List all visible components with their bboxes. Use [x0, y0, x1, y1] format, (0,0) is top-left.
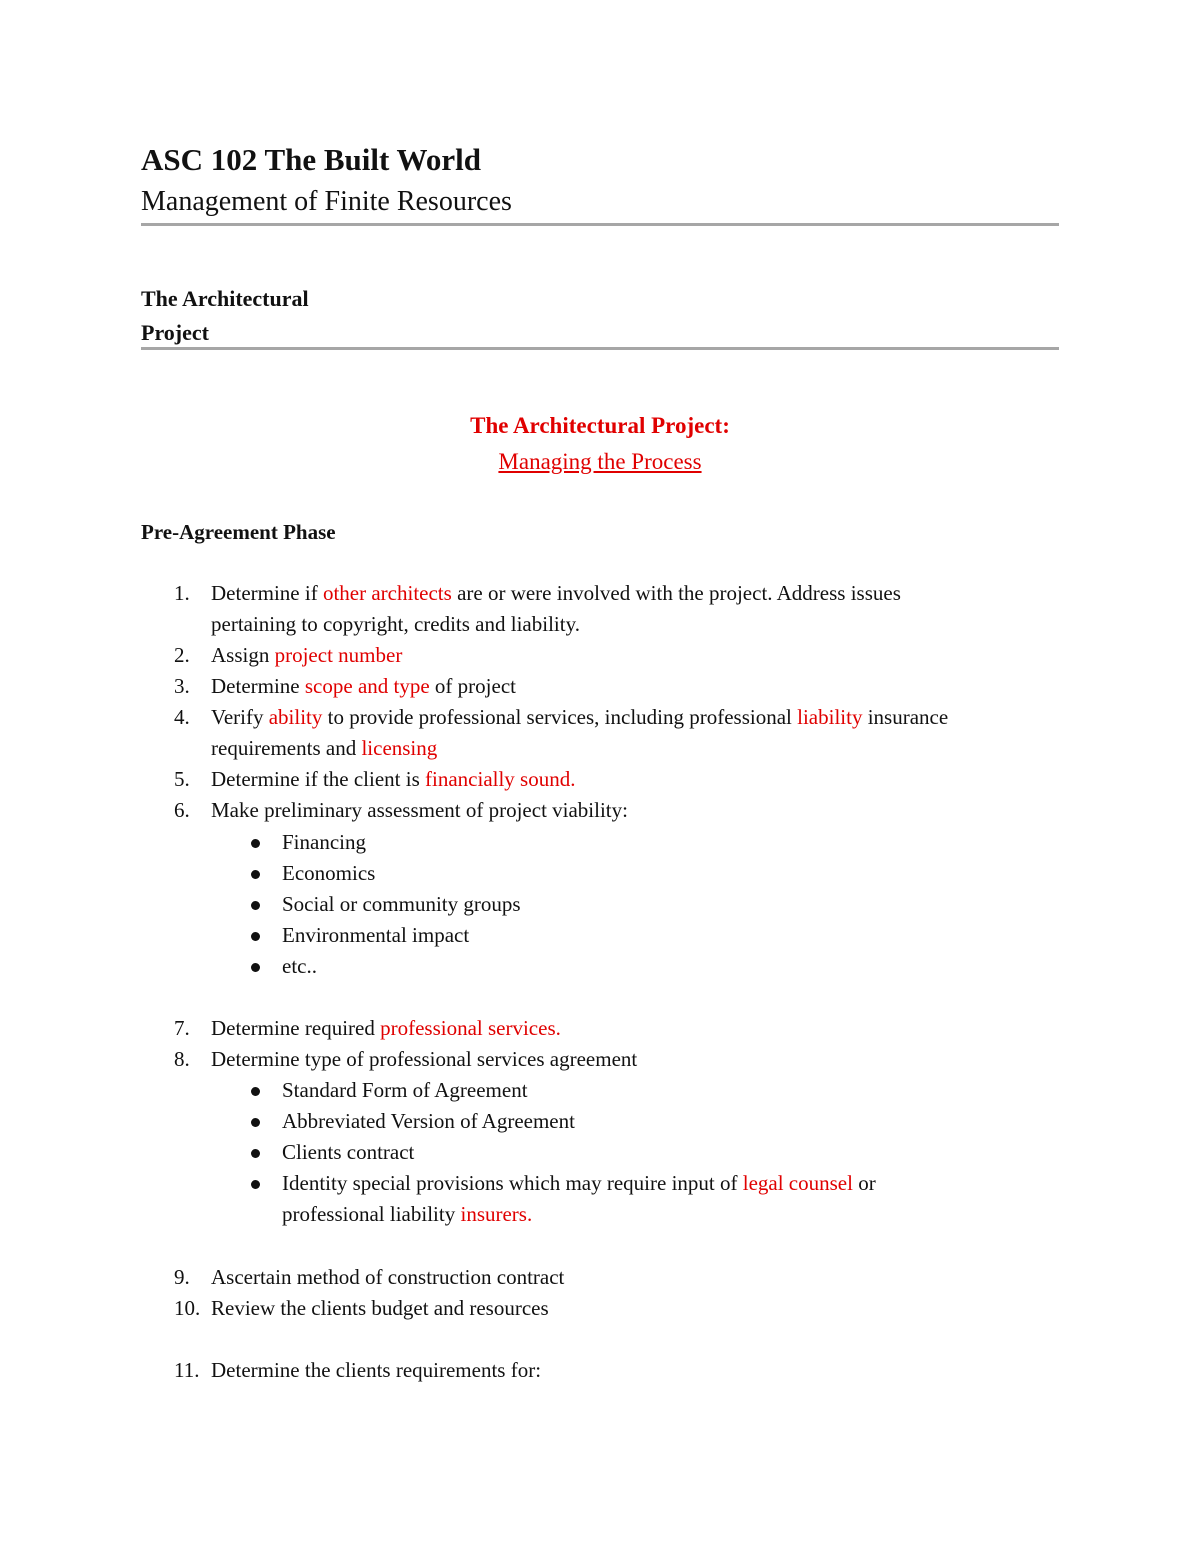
item-number: 6. [174, 798, 190, 822]
highlight: other architects [322, 581, 452, 605]
highlight: liability [797, 705, 863, 729]
highlight: licensing [361, 736, 438, 760]
bullet-text: Standard Form of Agreement [282, 1078, 528, 1102]
item-text: Verify ability to provide professional services, including professional liability insurance [211, 705, 949, 729]
item-text: requirements and licensing [211, 736, 438, 760]
document-heading: The Architectural Project: [470, 413, 730, 438]
item-text: Determine required professional services. [211, 1016, 561, 1040]
item-text: pertaining to copyright, credits and liability. [211, 612, 580, 636]
item-text: Determine if the client is financially sound. [211, 767, 576, 791]
item-number: 8. [174, 1047, 190, 1071]
bullet-text: Abbreviated Version of Agreement [282, 1109, 575, 1133]
bullet-icon [251, 839, 260, 848]
bullet-icon [251, 963, 260, 972]
course-title: ASC 102 The Built World [141, 142, 481, 177]
bullet-icon [251, 1180, 260, 1189]
highlight: insurers. [460, 1202, 533, 1226]
highlight: scope and type [304, 674, 430, 698]
item-number: 4. [174, 705, 190, 729]
item-text: Determine type of professional services agreement [211, 1047, 638, 1071]
bullet-icon [251, 932, 260, 941]
item-text: Assign project number [211, 643, 403, 667]
item-text: Determine if other architects are or were involved with the project. Address issues [211, 581, 901, 605]
item-number: 10. [174, 1296, 201, 1320]
bullet-icon [251, 901, 260, 910]
highlight: project number [274, 643, 403, 667]
section-heading-line-2: Project [141, 320, 209, 345]
phase-heading: Pre-Agreement Phase [141, 520, 336, 544]
bullet-text: professional liability insurers. [282, 1202, 533, 1226]
header-divider [141, 223, 1059, 226]
item-number: 2. [174, 643, 190, 667]
bullet-text: Economics [282, 861, 376, 885]
item-number: 11. [174, 1358, 200, 1382]
bullet-text: Social or community groups [282, 892, 521, 916]
item-text: Review the clients budget and resources [211, 1296, 549, 1320]
highlight: financially sound. [425, 767, 576, 791]
bullet-text: etc.. [282, 954, 317, 978]
item-text: Make preliminary assessment of project viability: [211, 798, 628, 822]
section-heading-line-1: The Architectural [141, 286, 309, 311]
section-divider [141, 347, 1059, 350]
highlight: professional services. [380, 1016, 561, 1040]
document-subheading: Managing the Process [498, 449, 702, 474]
bullet-icon [251, 1118, 260, 1127]
item-text: Determine the clients requirements for: [211, 1358, 542, 1382]
item-number: 1. [174, 581, 190, 605]
item-number: 7. [174, 1016, 190, 1040]
course-subtitle: Management of Finite Resources [141, 186, 512, 217]
bullet-icon [251, 1149, 260, 1158]
highlight: ability [268, 705, 323, 729]
item-number: 5. [174, 767, 190, 791]
item-number: 3. [174, 674, 190, 698]
bullet-text: Environmental impact [282, 923, 470, 947]
bullet-text: Identity special provisions which may require input of legal counsel or [282, 1171, 876, 1195]
bullet-icon [251, 870, 260, 879]
bullet-text: Clients contract [282, 1140, 415, 1164]
item-number: 9. [174, 1265, 190, 1289]
item-text: Determine scope and type of project [211, 674, 516, 698]
bullet-icon [251, 1087, 260, 1096]
highlight: legal counsel [742, 1171, 853, 1195]
bullet-text: Financing [282, 830, 366, 854]
section-heading [141, 282, 309, 350]
item-text: Ascertain method of construction contract [211, 1265, 565, 1289]
